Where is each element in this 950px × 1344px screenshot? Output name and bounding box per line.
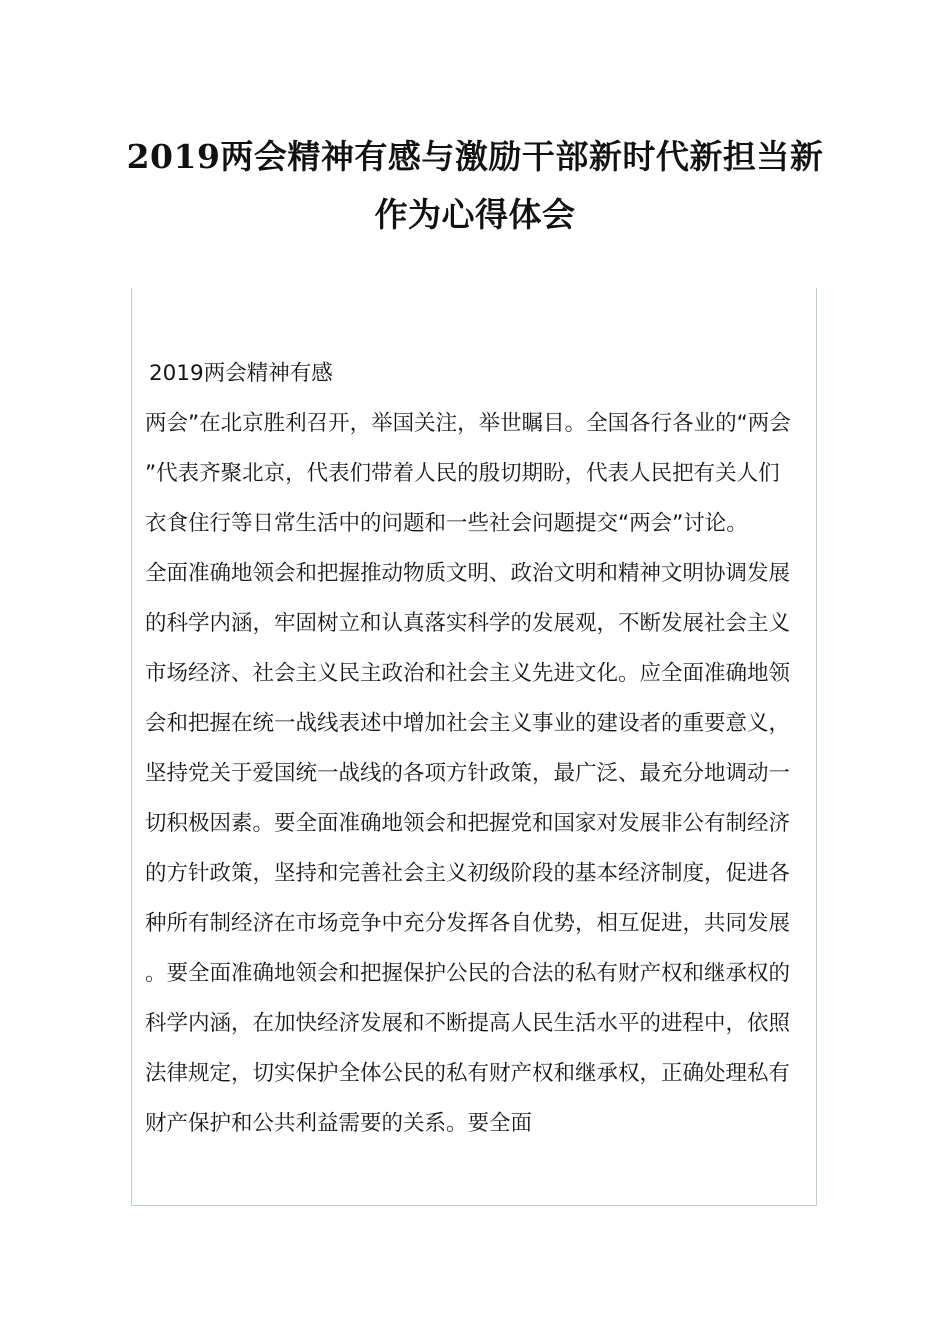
paragraph-1: 两会”在北京胜利召开，举国关注，举世瞩目。全国各行各业的“两会”代表齐聚北京，代表们带着人民的殷切期盼，代表人民把有关人们衣食住行等日常生活中的问题和一些社会问题提交“两会”讨论。	[145, 411, 791, 536]
content-body	[145, 349, 799, 1149]
document-title-line-1: 2019两会精神有感与激励干部新时代新担当新	[126, 137, 824, 176]
document-title	[0, 128, 950, 244]
section-subheading: 2019两会精神有感	[149, 361, 333, 386]
content-box	[131, 288, 817, 1206]
paragraph-2: 全面准确地领会和把握推动物质文明、政治文明和精神文明协调发展的科学内涵，牢固树立和认真落实科学的发展观，不断发展社会主义市场经济、社会主义民主政治和社会主义先进文化。应全面准确地领会和把握在统一战线表述中增加社会主义事业的建设者的重要意义，坚持党关于爱国统一战线的各项方针政策，最广泛、最充分地调动一切积极因素。要全面准确地领会和把握党和国家对发展非公有制经济的方针政策，坚持和完善社会主义初级阶段的基本经济制度，促进各种所有制经济在市场竞争中充分发挥各自优势，相互促进，共同发展。要全面准确地领会和把握保护公民的合法的私有财产权和继承权的科学内涵，在加快经济发展和不断提高人民生活水平的进程中，依照法律规定，切实保护全体公民的私有财产权和继承权，正确处理私有财产保护和公共利益需要的关系。要全面	[145, 561, 791, 1136]
document-title-line-2: 作为心得体会	[374, 195, 576, 234]
